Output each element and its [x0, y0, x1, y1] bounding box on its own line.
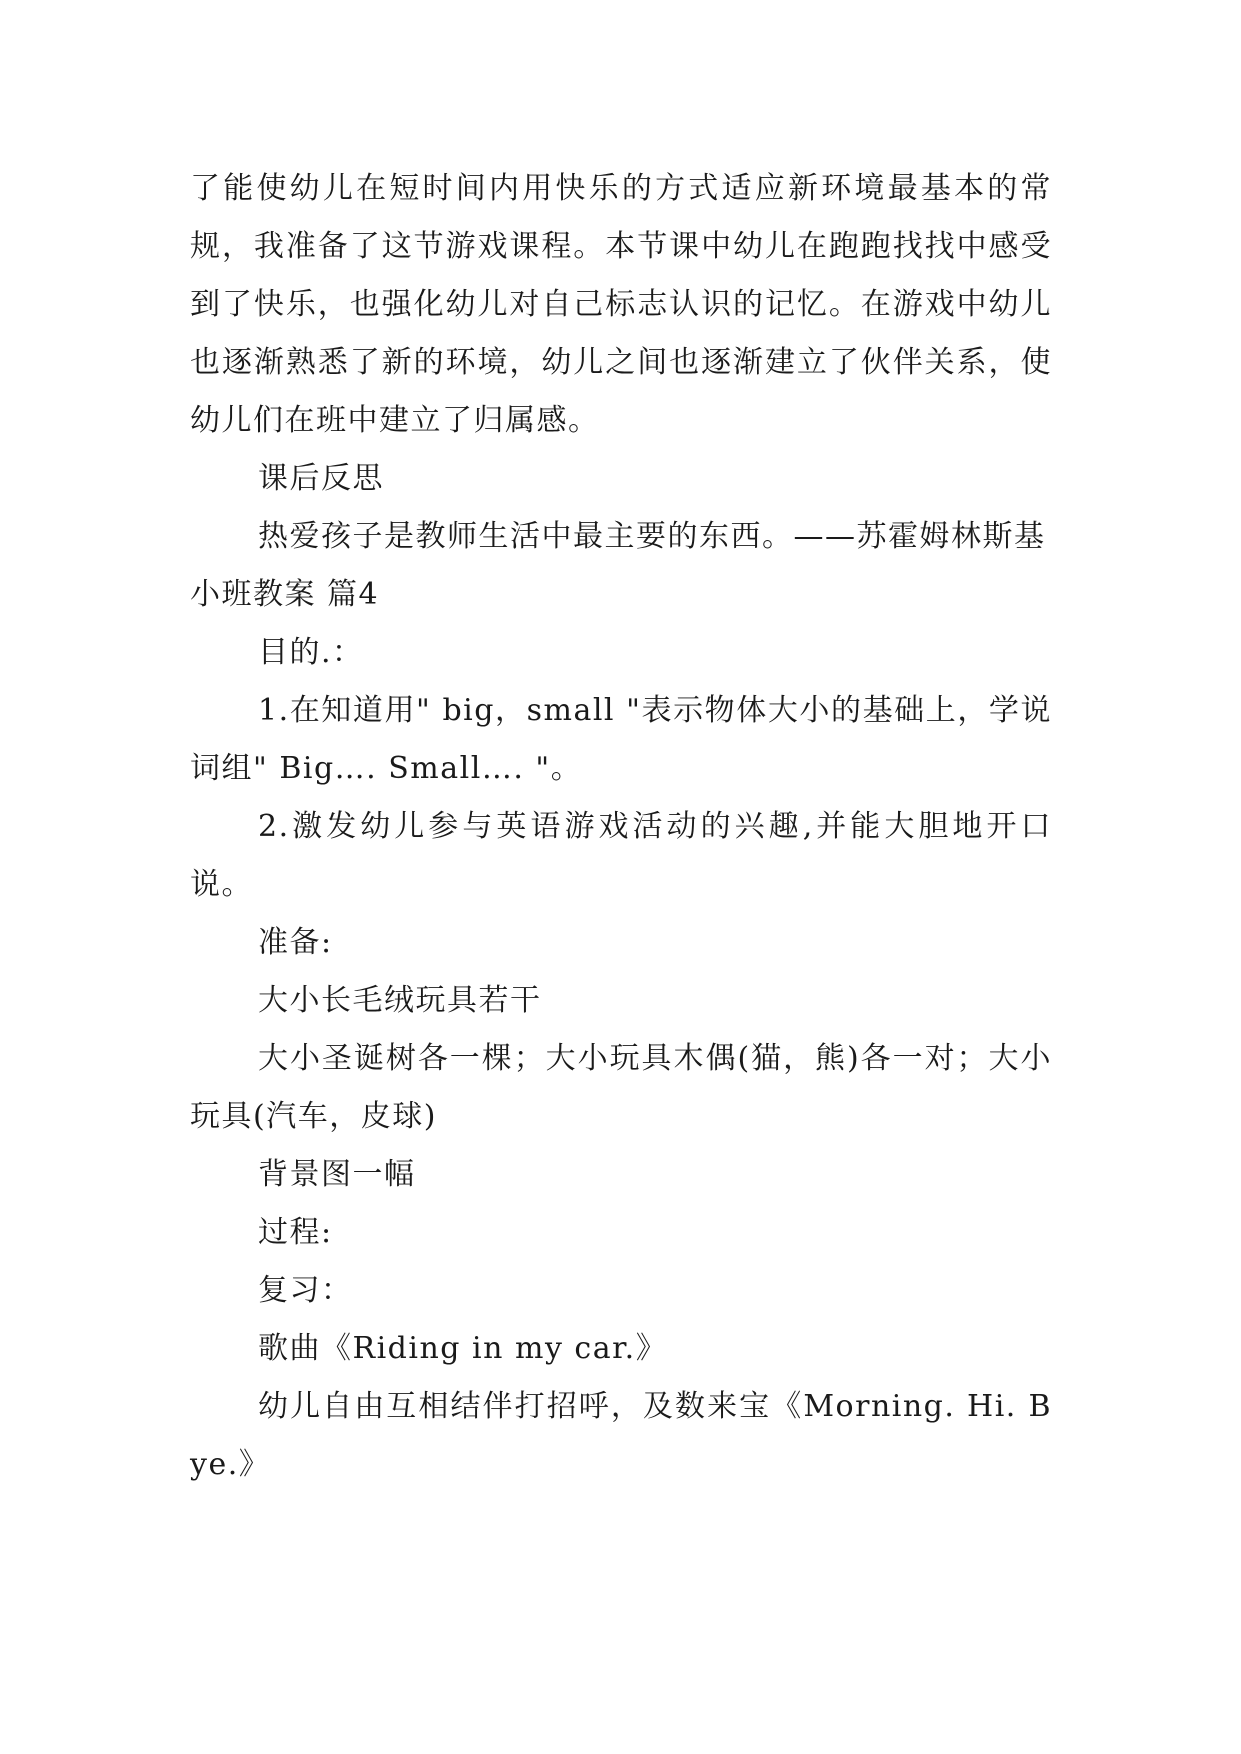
section-label-reflection: 课后反思: [258, 461, 384, 496]
section-heading: 小班教案 篇4: [190, 577, 380, 612]
review-label: 复习：: [258, 1273, 353, 1308]
song-paragraph: 歌曲《Riding in my car.》: [258, 1331, 668, 1366]
greeting-paragraph: 幼儿自由互相结伴打招呼，及数来宝《Morning. Hi. Bye.》: [190, 1389, 1052, 1482]
preparation-label: 准备:: [258, 925, 333, 960]
objective-label: 目的.：: [258, 635, 364, 670]
document-page: [190, 160, 1052, 1494]
preparation-item-3: 背景图一幅: [258, 1157, 416, 1192]
preparation-item-1: 大小长毛绒玩具若干: [258, 983, 542, 1018]
objective-item-1: 1.在知道用" big，small "表示物体大小的基础上，学说词组" Big…. Small…. "。: [190, 693, 1052, 786]
preparation-item-2: 大小圣诞树各一棵；大小玩具木偶(猫，熊)各一对；大小玩具(汽车，皮球): [190, 1041, 1052, 1134]
intro-paragraph: 了能使幼儿在短时间内用快乐的方式适应新环境最基本的常规，我准备了这节游戏课程。本节课中幼儿在跑跑找找中感受到了快乐，也强化幼儿对自己标志认识的记忆。在游戏中幼儿也逐渐熟悉了新的环境，幼儿之间也逐渐建立了伙伴关系，使幼儿们在班中建立了归属感。: [190, 171, 1052, 438]
process-label: 过程:: [258, 1215, 333, 1250]
quote-paragraph: 热爱孩子是教师生活中最主要的东西。——苏霍姆林斯基: [258, 519, 1046, 554]
objective-item-2: 2.激发幼儿参与英语游戏活动的兴趣,并能大胆地开口说。: [190, 809, 1052, 902]
